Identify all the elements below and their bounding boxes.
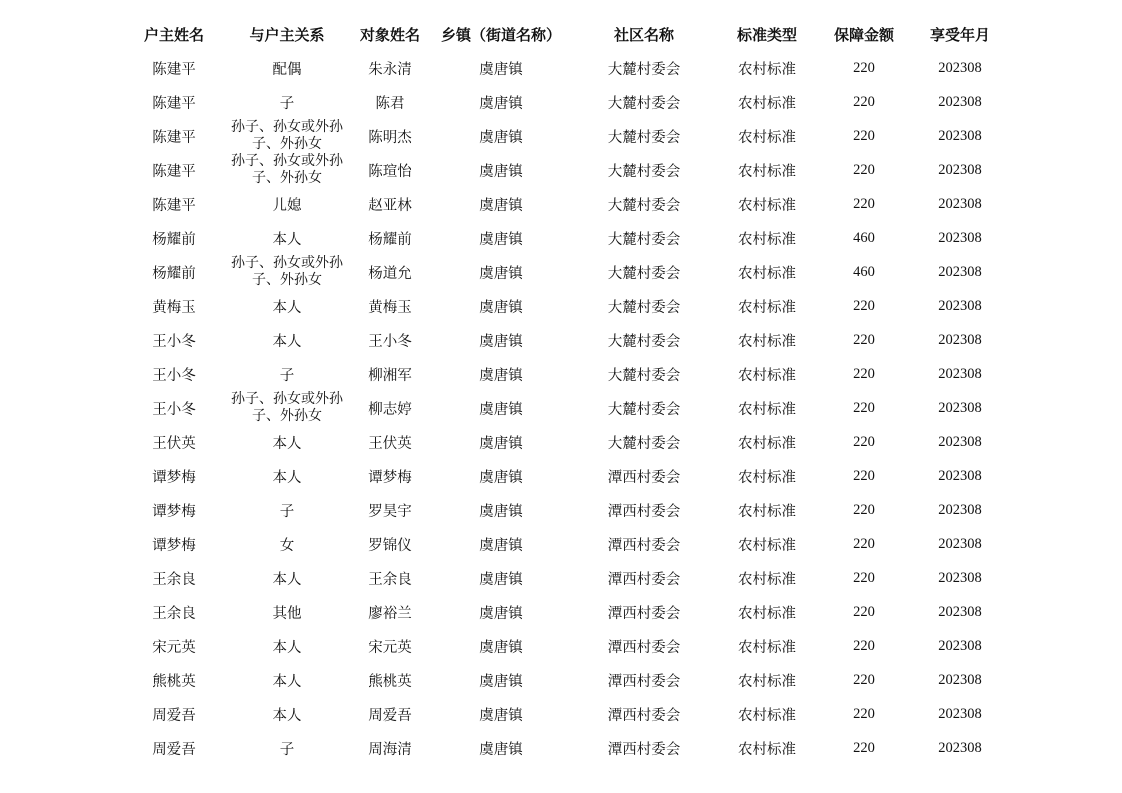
standard-type-cell: 农村标准 [738, 707, 796, 724]
table-row [120, 153, 1006, 187]
standard-type-cell: 农村标准 [738, 639, 796, 656]
amount-cell: 460 [853, 263, 875, 280]
table-row [120, 493, 1006, 527]
township-cell: 虞唐镇 [479, 333, 523, 350]
amount-cell: 220 [853, 127, 875, 144]
relationship-cell: 本人 [272, 231, 302, 248]
column-header: 乡镇（街道名称） [440, 25, 561, 44]
recipient-name-cell: 廖裕兰 [368, 605, 412, 622]
standard-type-cell: 农村标准 [738, 61, 796, 78]
householder-name-cell: 周爱吾 [152, 707, 196, 724]
period-cell: 202308 [938, 569, 982, 586]
householder-name-cell: 杨耀前 [152, 231, 196, 248]
community-cell: 潭西村委会 [607, 639, 681, 656]
amount-cell: 220 [853, 637, 875, 654]
period-cell: 202308 [938, 739, 982, 756]
relationship-cell [228, 391, 346, 425]
standard-type-cell: 农村标准 [738, 197, 796, 214]
relationship-cell: 子 [279, 367, 295, 384]
recipient-name-cell: 杨道允 [368, 265, 412, 282]
table-row [120, 187, 1006, 221]
relationship-cell [228, 153, 346, 187]
township-cell: 虞唐镇 [479, 605, 523, 622]
relationship-cell: 子 [279, 95, 295, 112]
community-cell: 潭西村委会 [607, 741, 681, 758]
standard-type-cell: 农村标准 [738, 95, 796, 112]
householder-name-cell: 宋元英 [152, 639, 196, 656]
householder-name-cell: 王余良 [152, 571, 196, 588]
township-cell: 虞唐镇 [479, 299, 523, 316]
column-header: 对象姓名 [359, 25, 420, 44]
relationship-cell [228, 255, 346, 289]
recipient-name-cell: 罗锦仪 [368, 537, 412, 554]
community-cell: 大麓村委会 [607, 299, 681, 316]
column-header: 享受年月 [929, 25, 990, 44]
standard-type-cell: 农村标准 [738, 129, 796, 146]
township-cell: 虞唐镇 [479, 469, 523, 486]
recipient-name-cell: 熊桃英 [368, 673, 412, 690]
standard-type-cell: 农村标准 [738, 469, 796, 486]
township-cell: 虞唐镇 [479, 639, 523, 656]
recipient-name-cell: 柳湘军 [368, 367, 412, 384]
community-cell: 大麓村委会 [607, 401, 681, 418]
relationship-cell: 本人 [272, 673, 302, 690]
community-cell: 大麓村委会 [607, 265, 681, 282]
community-cell: 大麓村委会 [607, 95, 681, 112]
period-cell: 202308 [938, 535, 982, 552]
column-header: 户主姓名 [143, 25, 204, 44]
table-body [120, 51, 1006, 765]
relationship-cell: 本人 [272, 333, 302, 350]
relationship-text: 孙子、孙女或外孙子、外孙女 [231, 153, 343, 186]
householder-name-cell: 陈建平 [152, 129, 196, 146]
community-cell: 大麓村委会 [607, 129, 681, 146]
community-cell: 大麓村委会 [607, 333, 681, 350]
period-cell: 202308 [938, 637, 982, 654]
amount-cell: 220 [853, 399, 875, 416]
period-cell: 202308 [938, 195, 982, 212]
community-cell: 大麓村委会 [607, 231, 681, 248]
relationship-cell: 子 [279, 741, 295, 758]
table-row [120, 119, 1006, 153]
column-header: 标准类型 [736, 25, 797, 44]
township-cell: 虞唐镇 [479, 129, 523, 146]
standard-type-cell: 农村标准 [738, 367, 796, 384]
recipient-name-cell: 罗昊宇 [368, 503, 412, 520]
recipient-name-cell: 宋元英 [368, 639, 412, 656]
table-row [120, 731, 1006, 765]
column-header: 社区名称 [613, 25, 674, 44]
householder-name-cell: 黄梅玉 [152, 299, 196, 316]
recipient-name-cell: 周爱吾 [368, 707, 412, 724]
community-cell: 潭西村委会 [607, 707, 681, 724]
table-row [120, 595, 1006, 629]
standard-type-cell: 农村标准 [738, 605, 796, 622]
householder-name-cell: 陈建平 [152, 197, 196, 214]
community-cell: 潭西村委会 [607, 673, 681, 690]
amount-cell: 220 [853, 433, 875, 450]
amount-cell: 220 [853, 739, 875, 756]
township-cell: 虞唐镇 [479, 571, 523, 588]
table-row [120, 255, 1006, 289]
period-cell: 202308 [938, 59, 982, 76]
recipient-name-cell: 谭梦梅 [368, 469, 412, 486]
standard-type-cell: 农村标准 [738, 435, 796, 452]
community-cell: 潭西村委会 [607, 605, 681, 622]
township-cell: 虞唐镇 [479, 503, 523, 520]
period-cell: 202308 [938, 297, 982, 314]
assistance-roster-table [120, 17, 1006, 765]
period-cell: 202308 [938, 671, 982, 688]
table-row [120, 289, 1006, 323]
period-cell: 202308 [938, 263, 982, 280]
standard-type-cell: 农村标准 [738, 571, 796, 588]
table-row [120, 391, 1006, 425]
table-row [120, 663, 1006, 697]
column-header: 与户主关系 [249, 25, 325, 44]
table-row [120, 561, 1006, 595]
community-cell: 大麓村委会 [607, 367, 681, 384]
relationship-cell: 本人 [272, 639, 302, 656]
recipient-name-cell: 陈君 [375, 95, 405, 112]
householder-name-cell: 谭梦梅 [152, 537, 196, 554]
township-cell: 虞唐镇 [479, 741, 523, 758]
recipient-name-cell: 黄梅玉 [368, 299, 412, 316]
relationship-text: 孙子、孙女或外孙子、外孙女 [231, 391, 343, 424]
standard-type-cell: 农村标准 [738, 299, 796, 316]
relationship-cell: 本人 [272, 707, 302, 724]
householder-name-cell: 谭梦梅 [152, 469, 196, 486]
amount-cell: 220 [853, 161, 875, 178]
amount-cell: 220 [853, 501, 875, 518]
recipient-name-cell: 杨耀前 [368, 231, 412, 248]
table-row [120, 51, 1006, 85]
relationship-cell: 本人 [272, 435, 302, 452]
amount-cell: 220 [853, 93, 875, 110]
period-cell: 202308 [938, 365, 982, 382]
householder-name-cell: 谭梦梅 [152, 503, 196, 520]
township-cell: 虞唐镇 [479, 197, 523, 214]
standard-type-cell: 农村标准 [738, 163, 796, 180]
table-row [120, 527, 1006, 561]
standard-type-cell: 农村标准 [738, 537, 796, 554]
amount-cell: 220 [853, 569, 875, 586]
relationship-text: 孙子、孙女或外孙子、外孙女 [231, 119, 343, 152]
period-cell: 202308 [938, 705, 982, 722]
community-cell: 潭西村委会 [607, 469, 681, 486]
township-cell: 虞唐镇 [479, 265, 523, 282]
relationship-cell: 儿媳 [272, 197, 302, 214]
relationship-cell: 配偶 [272, 61, 302, 78]
relationship-cell: 本人 [272, 469, 302, 486]
amount-cell: 460 [853, 229, 875, 246]
householder-name-cell: 王伏英 [152, 435, 196, 452]
recipient-name-cell: 周海清 [368, 741, 412, 758]
relationship-cell: 本人 [272, 299, 302, 316]
householder-name-cell: 杨耀前 [152, 265, 196, 282]
householder-name-cell: 周爱吾 [152, 741, 196, 758]
householder-name-cell: 王小冬 [152, 401, 196, 418]
township-cell: 虞唐镇 [479, 163, 523, 180]
period-cell: 202308 [938, 93, 982, 110]
table-header-row [120, 17, 1006, 51]
township-cell: 虞唐镇 [479, 367, 523, 384]
period-cell: 202308 [938, 127, 982, 144]
township-cell: 虞唐镇 [479, 401, 523, 418]
householder-name-cell: 陈建平 [152, 95, 196, 112]
period-cell: 202308 [938, 399, 982, 416]
recipient-name-cell: 陈明杰 [368, 129, 412, 146]
table-row [120, 221, 1006, 255]
amount-cell: 220 [853, 59, 875, 76]
recipient-name-cell: 王余良 [368, 571, 412, 588]
amount-cell: 220 [853, 671, 875, 688]
period-cell: 202308 [938, 501, 982, 518]
table-row [120, 357, 1006, 391]
township-cell: 虞唐镇 [479, 673, 523, 690]
householder-name-cell: 陈建平 [152, 163, 196, 180]
period-cell: 202308 [938, 161, 982, 178]
standard-type-cell: 农村标准 [738, 231, 796, 248]
relationship-cell: 本人 [272, 571, 302, 588]
community-cell: 大麓村委会 [607, 61, 681, 78]
standard-type-cell: 农村标准 [738, 741, 796, 758]
table-row [120, 323, 1006, 357]
relationship-cell [228, 119, 346, 153]
period-cell: 202308 [938, 229, 982, 246]
standard-type-cell: 农村标准 [738, 333, 796, 350]
township-cell: 虞唐镇 [479, 95, 523, 112]
householder-name-cell: 王小冬 [152, 333, 196, 350]
amount-cell: 220 [853, 331, 875, 348]
relationship-cell: 子 [279, 503, 295, 520]
township-cell: 虞唐镇 [479, 707, 523, 724]
householder-name-cell: 陈建平 [152, 61, 196, 78]
community-cell: 大麓村委会 [607, 163, 681, 180]
standard-type-cell: 农村标准 [738, 401, 796, 418]
period-cell: 202308 [938, 603, 982, 620]
householder-name-cell: 熊桃英 [152, 673, 196, 690]
relationship-cell: 女 [279, 537, 295, 554]
amount-cell: 220 [853, 535, 875, 552]
recipient-name-cell: 朱永清 [368, 61, 412, 78]
householder-name-cell: 王小冬 [152, 367, 196, 384]
community-cell: 大麓村委会 [607, 197, 681, 214]
recipient-name-cell: 王小冬 [368, 333, 412, 350]
recipient-name-cell: 柳志婷 [368, 401, 412, 418]
period-cell: 202308 [938, 467, 982, 484]
standard-type-cell: 农村标准 [738, 673, 796, 690]
amount-cell: 220 [853, 195, 875, 212]
community-cell: 大麓村委会 [607, 435, 681, 452]
table-row [120, 629, 1006, 663]
recipient-name-cell: 赵亚林 [368, 197, 412, 214]
amount-cell: 220 [853, 297, 875, 314]
recipient-name-cell: 王伏英 [368, 435, 412, 452]
community-cell: 潭西村委会 [607, 571, 681, 588]
township-cell: 虞唐镇 [479, 61, 523, 78]
table-row [120, 697, 1006, 731]
township-cell: 虞唐镇 [479, 537, 523, 554]
amount-cell: 220 [853, 467, 875, 484]
relationship-text: 孙子、孙女或外孙子、外孙女 [231, 255, 343, 288]
township-cell: 虞唐镇 [479, 231, 523, 248]
period-cell: 202308 [938, 433, 982, 450]
column-header: 保障金额 [833, 25, 894, 44]
recipient-name-cell: 陈瑄怡 [368, 163, 412, 180]
relationship-cell: 其他 [272, 605, 302, 622]
amount-cell: 220 [853, 365, 875, 382]
community-cell: 潭西村委会 [607, 537, 681, 554]
table-row [120, 425, 1006, 459]
amount-cell: 220 [853, 603, 875, 620]
standard-type-cell: 农村标准 [738, 265, 796, 282]
householder-name-cell: 王余良 [152, 605, 196, 622]
table-row [120, 459, 1006, 493]
period-cell: 202308 [938, 331, 982, 348]
table-row [120, 85, 1006, 119]
amount-cell: 220 [853, 705, 875, 722]
township-cell: 虞唐镇 [479, 435, 523, 452]
community-cell: 潭西村委会 [607, 503, 681, 520]
standard-type-cell: 农村标准 [738, 503, 796, 520]
